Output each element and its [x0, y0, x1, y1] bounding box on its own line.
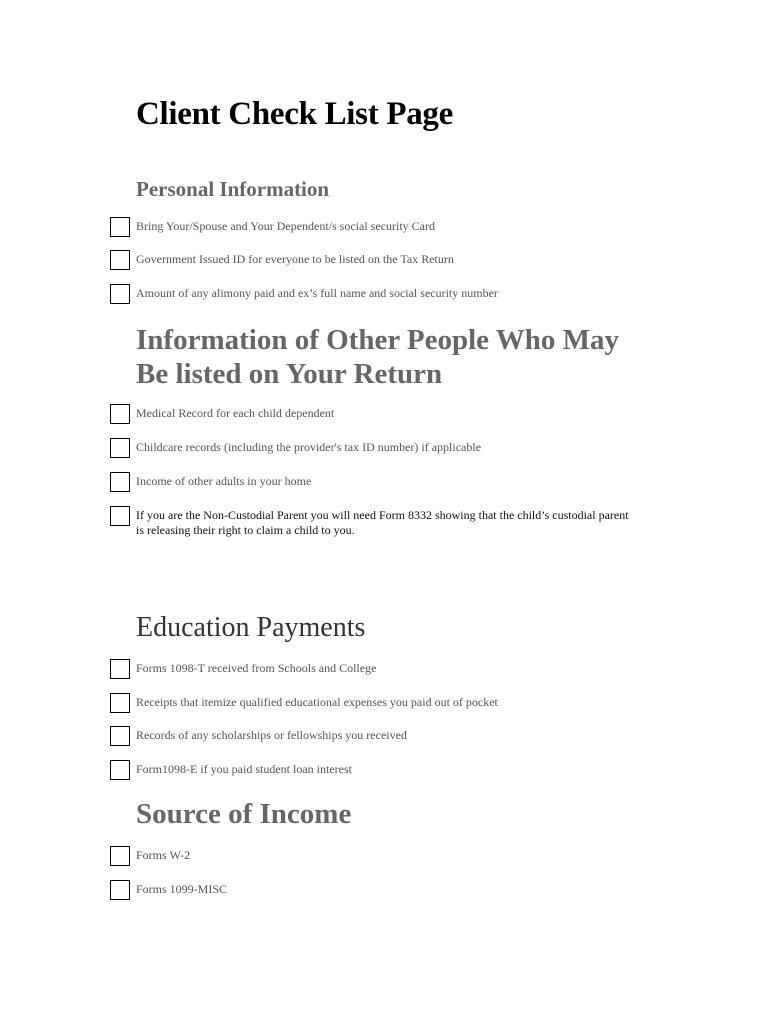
section-heading-line: Information of Other People Who May	[136, 324, 620, 356]
checklist-item	[110, 726, 670, 750]
section-heading-source-of-income: Source of Income	[136, 798, 352, 830]
checkbox[interactable]	[110, 506, 130, 526]
checklist-item	[110, 846, 670, 870]
checklist-item-label: Income of other adults in your home	[136, 474, 312, 488]
checklist-item	[110, 693, 670, 717]
checklist-item	[110, 880, 670, 904]
checklist-item-label: If you are the Non-Custodial Parent you will need Form 8332 showing that the child’s custodial parent is releasing their right to claim a child to you.	[136, 508, 629, 537]
checklist-item	[110, 250, 670, 274]
checklist-item-label: Receipts that itemize qualified educational expenses you paid out of pocket	[136, 695, 498, 709]
checkbox[interactable]	[110, 472, 130, 492]
checkbox[interactable]	[110, 659, 130, 679]
checkbox[interactable]	[110, 880, 130, 900]
checkbox[interactable]	[110, 846, 130, 866]
section-heading-personal-information: Personal Information	[136, 177, 330, 201]
checklist-item-label: Government Issued ID for everyone to be listed on the Tax Return	[136, 252, 454, 266]
checkbox[interactable]	[110, 217, 130, 237]
checklist-item-label: Childcare records (including the provider's tax ID number) if applicable	[136, 440, 482, 454]
checkbox[interactable]	[110, 760, 130, 780]
checklist-item	[110, 217, 670, 241]
checklist-item-label: Form1098-E if you paid student loan interest	[136, 762, 352, 776]
checkbox[interactable]	[110, 438, 130, 458]
checklist-item	[110, 506, 670, 542]
checklist-item	[110, 438, 670, 462]
checklist-item	[110, 760, 670, 784]
checkbox[interactable]	[110, 693, 130, 713]
section-heading-other-people	[136, 323, 656, 391]
checklist-item-label: Forms W-2	[136, 848, 191, 862]
checklist-item-label: Records of any scholarships or fellowships you received	[136, 728, 407, 742]
checklist-item	[110, 284, 670, 308]
checklist-item	[110, 404, 670, 428]
checkbox[interactable]	[110, 726, 130, 746]
checkbox[interactable]	[110, 250, 130, 270]
checklist-item-label: Amount of any alimony paid and ex’s full name and social security number	[136, 286, 498, 300]
checklist-item-label: Bring Your/Spouse and Your Dependent/s social security Card	[136, 219, 435, 233]
checklist-item-label: Forms 1098-T received from Schools and College	[136, 661, 377, 675]
checklist-item	[110, 659, 670, 683]
page-title: Client Check List Page	[136, 96, 453, 132]
checklist-item	[110, 472, 670, 496]
checkbox[interactable]	[110, 404, 130, 424]
checklist-item-label: Medical Record for each child dependent	[136, 406, 335, 420]
section-heading-education-payments: Education Payments	[136, 612, 366, 643]
checkbox[interactable]	[110, 284, 130, 304]
section-heading-line: Be listed on Your Return	[136, 358, 443, 390]
checklist-item-label: Forms 1099-MISC	[136, 882, 228, 896]
